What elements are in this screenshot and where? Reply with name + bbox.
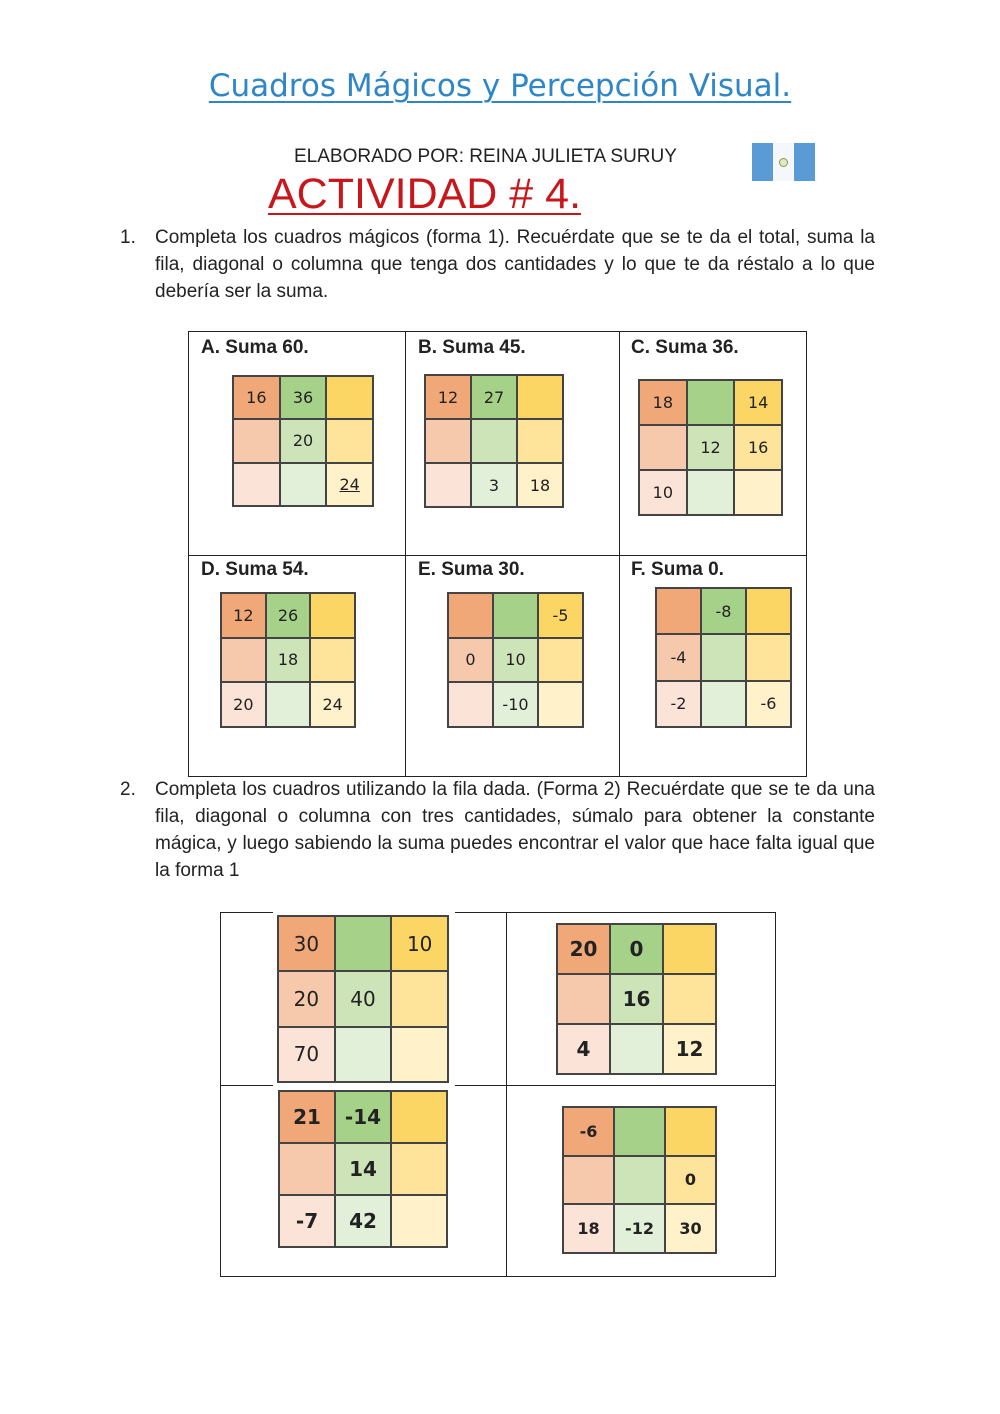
grid-cell[interactable]	[734, 470, 782, 515]
grid-cell: 12	[687, 425, 735, 470]
grid-cell: 20	[280, 419, 327, 462]
grid-cell: 20	[557, 924, 610, 974]
grid-cell[interactable]	[701, 681, 746, 727]
grid-cell[interactable]	[448, 682, 493, 727]
grid-cell[interactable]	[266, 682, 311, 727]
square-e-label: E. Suma 30.	[418, 559, 525, 580]
square-a-label: A. Suma 60.	[201, 337, 309, 358]
grid-cell: 0	[665, 1156, 716, 1205]
grid-cell: -6	[746, 681, 791, 727]
grid-cell: -5	[538, 593, 583, 638]
square-d-label: D. Suma 54.	[201, 559, 309, 580]
grid-cell: 36	[280, 376, 327, 419]
grid-cell: 30	[278, 916, 335, 971]
grid-cell: -12	[614, 1204, 665, 1253]
grid-cell: 10	[493, 638, 538, 683]
grid-cell: 18	[517, 463, 563, 507]
grid-cell[interactable]	[391, 1195, 447, 1247]
magic-square-g4	[562, 1106, 717, 1254]
magic-square-f	[655, 587, 792, 728]
grid-cell[interactable]	[746, 588, 791, 634]
form1-table	[188, 331, 807, 777]
grid-cell[interactable]	[335, 1027, 392, 1082]
grid-cell: 12	[663, 1024, 716, 1074]
grid-cell[interactable]	[310, 593, 355, 638]
magic-square-e	[447, 592, 584, 728]
grid-cell[interactable]	[663, 924, 716, 974]
magic-square-d	[220, 592, 356, 728]
grid-cell[interactable]	[448, 593, 493, 638]
magic-square-c	[638, 379, 783, 516]
grid-cell: 27	[471, 375, 517, 419]
grid-cell[interactable]	[563, 1156, 614, 1205]
grid-cell: 21	[279, 1091, 335, 1143]
grid-cell: 40	[335, 971, 392, 1026]
grid-cell[interactable]	[557, 974, 610, 1024]
instruction-1	[120, 224, 875, 305]
grid-cell[interactable]	[663, 974, 716, 1024]
grid-cell: 18	[639, 380, 687, 425]
grid-cell: 30	[665, 1204, 716, 1253]
grid-cell[interactable]	[233, 419, 280, 462]
grid-cell[interactable]	[517, 419, 563, 463]
grid-cell[interactable]	[746, 634, 791, 680]
instruction-2-text: Completa los cuadros utilizando la fila dada. (Forma 2) Recuérdate que se te da una fila, diagonal o columna con tres cantidades, súmalo para obtener la constante mágica, y luego sabiendo la suma puedes encontrar el valor que hace falta igual que la forma 1	[155, 779, 875, 881]
grid-cell[interactable]	[517, 375, 563, 419]
grid-cell[interactable]	[687, 470, 735, 515]
grid-cell: 0	[610, 924, 663, 974]
grid-cell: 14	[734, 380, 782, 425]
grid-cell[interactable]	[310, 638, 355, 683]
form2-table	[220, 912, 776, 1277]
magic-square-b	[424, 374, 564, 508]
grid-cell: 16	[233, 376, 280, 419]
grid-cell: 4	[557, 1024, 610, 1074]
square-b-label: B. Suma 45.	[418, 337, 526, 358]
magic-square-a	[232, 375, 374, 507]
grid-cell[interactable]	[538, 638, 583, 683]
grid-cell: 10	[639, 470, 687, 515]
grid-cell: 18	[266, 638, 311, 683]
grid-cell[interactable]	[665, 1107, 716, 1156]
grid-cell[interactable]	[280, 463, 327, 506]
grid-cell: 16	[610, 974, 663, 1024]
grid-cell[interactable]	[538, 682, 583, 727]
page-title: Cuadros Mágicos y Percepción Visual.	[208, 68, 792, 104]
grid-cell: 10	[391, 916, 448, 971]
grid-cell: 20	[278, 971, 335, 1026]
grid-cell: -2	[656, 681, 701, 727]
grid-cell: -14	[335, 1091, 391, 1143]
grid-cell[interactable]	[391, 1091, 447, 1143]
grid-cell[interactable]	[391, 1027, 448, 1082]
grid-cell: 42	[335, 1195, 391, 1247]
grid-cell[interactable]	[391, 1143, 447, 1195]
instruction-1-number: 1.	[120, 227, 136, 248]
instruction-1-text: Completa los cuadros mágicos (forma 1). Recuérdate que se te da el total, suma la fila, diagonal o columna que tenga dos cantidades y lo que te da réstalo a lo que debería ser la suma.	[155, 227, 875, 302]
magic-square-g3	[278, 1090, 448, 1248]
grid-cell: 14	[335, 1143, 391, 1195]
grid-cell: -6	[563, 1107, 614, 1156]
grid-cell: -8	[701, 588, 746, 634]
grid-cell[interactable]	[656, 588, 701, 634]
grid-cell: 12	[425, 375, 471, 419]
square-c-label: C. Suma 36.	[631, 337, 739, 358]
grid-cell[interactable]	[326, 376, 373, 419]
grid-cell[interactable]	[639, 425, 687, 470]
grid-cell[interactable]	[614, 1107, 665, 1156]
grid-cell[interactable]	[335, 916, 392, 971]
instruction-2	[120, 776, 875, 884]
grid-cell: 24	[310, 682, 355, 727]
guatemala-flag-icon	[752, 143, 815, 181]
grid-cell[interactable]	[701, 634, 746, 680]
grid-cell: 0	[448, 638, 493, 683]
grid-cell: 18	[563, 1204, 614, 1253]
grid-cell: 26	[266, 593, 311, 638]
grid-cell: 3	[471, 463, 517, 507]
grid-cell[interactable]	[493, 593, 538, 638]
instruction-2-number: 2.	[120, 779, 136, 800]
grid-cell[interactable]	[326, 419, 373, 462]
grid-cell[interactable]	[425, 463, 471, 507]
grid-cell[interactable]	[279, 1143, 335, 1195]
grid-cell[interactable]	[391, 971, 448, 1026]
grid-cell: 16	[734, 425, 782, 470]
grid-cell[interactable]	[687, 380, 735, 425]
square-f-label: F. Suma 0.	[631, 559, 724, 580]
grid-cell[interactable]	[425, 419, 471, 463]
grid-cell[interactable]	[233, 463, 280, 506]
grid-cell[interactable]	[614, 1156, 665, 1205]
grid-cell: 20	[221, 682, 266, 727]
grid-cell: 24	[326, 463, 373, 506]
author-line: ELABORADO POR: REINA JULIETA SURUY	[294, 146, 677, 167]
magic-square-g2	[556, 923, 717, 1075]
grid-cell[interactable]	[471, 419, 517, 463]
grid-cell: -10	[493, 682, 538, 727]
grid-cell: 70	[278, 1027, 335, 1082]
activity-heading: ACTIVIDAD # 4.	[268, 170, 582, 218]
grid-cell[interactable]	[221, 638, 266, 683]
grid-cell: -4	[656, 634, 701, 680]
grid-cell: 12	[221, 593, 266, 638]
grid-cell: -7	[279, 1195, 335, 1247]
grid-cell[interactable]	[610, 1024, 663, 1074]
magic-square-g1	[277, 915, 449, 1083]
